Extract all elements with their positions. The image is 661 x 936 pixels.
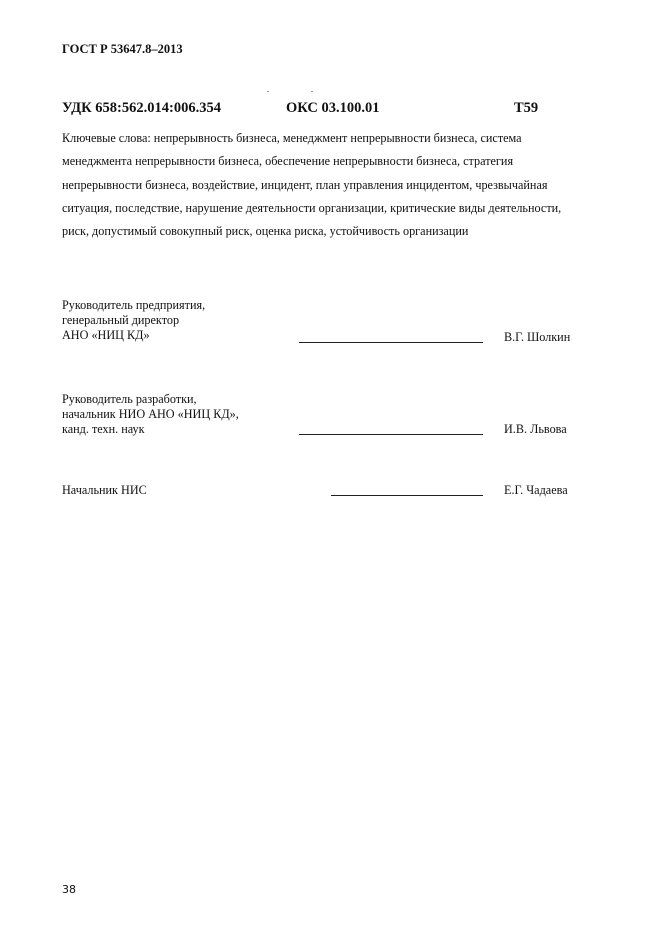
signature-line bbox=[299, 342, 483, 343]
udk-code: УДК 658:562.014:006.354 bbox=[62, 100, 221, 116]
position-line: Руководитель предприятия, bbox=[62, 298, 206, 312]
scan-speck bbox=[267, 91, 269, 92]
position-line: генеральный директор bbox=[62, 313, 180, 327]
position-line: канд. техн. наук bbox=[62, 422, 145, 436]
keywords-line: менеджмента непрерывности бизнеса, обеспечение непрерывности бизнеса, стратегия bbox=[62, 154, 514, 169]
keywords-line: Ключевые слова: непрерывность бизнеса, менеджмент непрерывности бизнеса, система bbox=[62, 131, 522, 145]
signatory-position bbox=[62, 298, 205, 343]
scan-speck bbox=[311, 91, 313, 92]
signature-line bbox=[299, 434, 483, 435]
position-line: Начальник НИС bbox=[62, 483, 147, 497]
oks-code: ОКС 03.100.01 bbox=[286, 100, 380, 116]
standard-header: ГОСТ Р 53647.8–2013 bbox=[62, 42, 183, 56]
signature-line bbox=[331, 495, 483, 496]
page-number: 38 bbox=[62, 883, 76, 896]
classification-code: Т59 bbox=[514, 100, 539, 116]
keywords-line: риск, допустимый совокупный риск, оценка риска, устойчивость организации bbox=[62, 224, 469, 239]
signatory-name: В.Г. Шолкин bbox=[504, 330, 571, 344]
position-line: АНО «НИЦ КД» bbox=[62, 328, 150, 342]
keywords-line: непрерывности бизнеса, воздействие, инцидент, план управления инцидентом, чрезвычайная bbox=[62, 177, 548, 192]
keywords-line: ситуация, последствие, нарушение деятельности организации, критические виды деятельности, bbox=[62, 200, 562, 215]
signatory-position bbox=[62, 483, 147, 498]
signatory-position bbox=[62, 392, 239, 437]
keywords-paragraph bbox=[62, 127, 612, 243]
signatory-name: Е.Г. Чадаева bbox=[504, 483, 568, 497]
position-line: Руководитель разработки, bbox=[62, 392, 197, 406]
position-line: начальник НИО АНО «НИЦ КД», bbox=[62, 407, 239, 421]
signatory-name: И.В. Львова bbox=[504, 422, 567, 436]
